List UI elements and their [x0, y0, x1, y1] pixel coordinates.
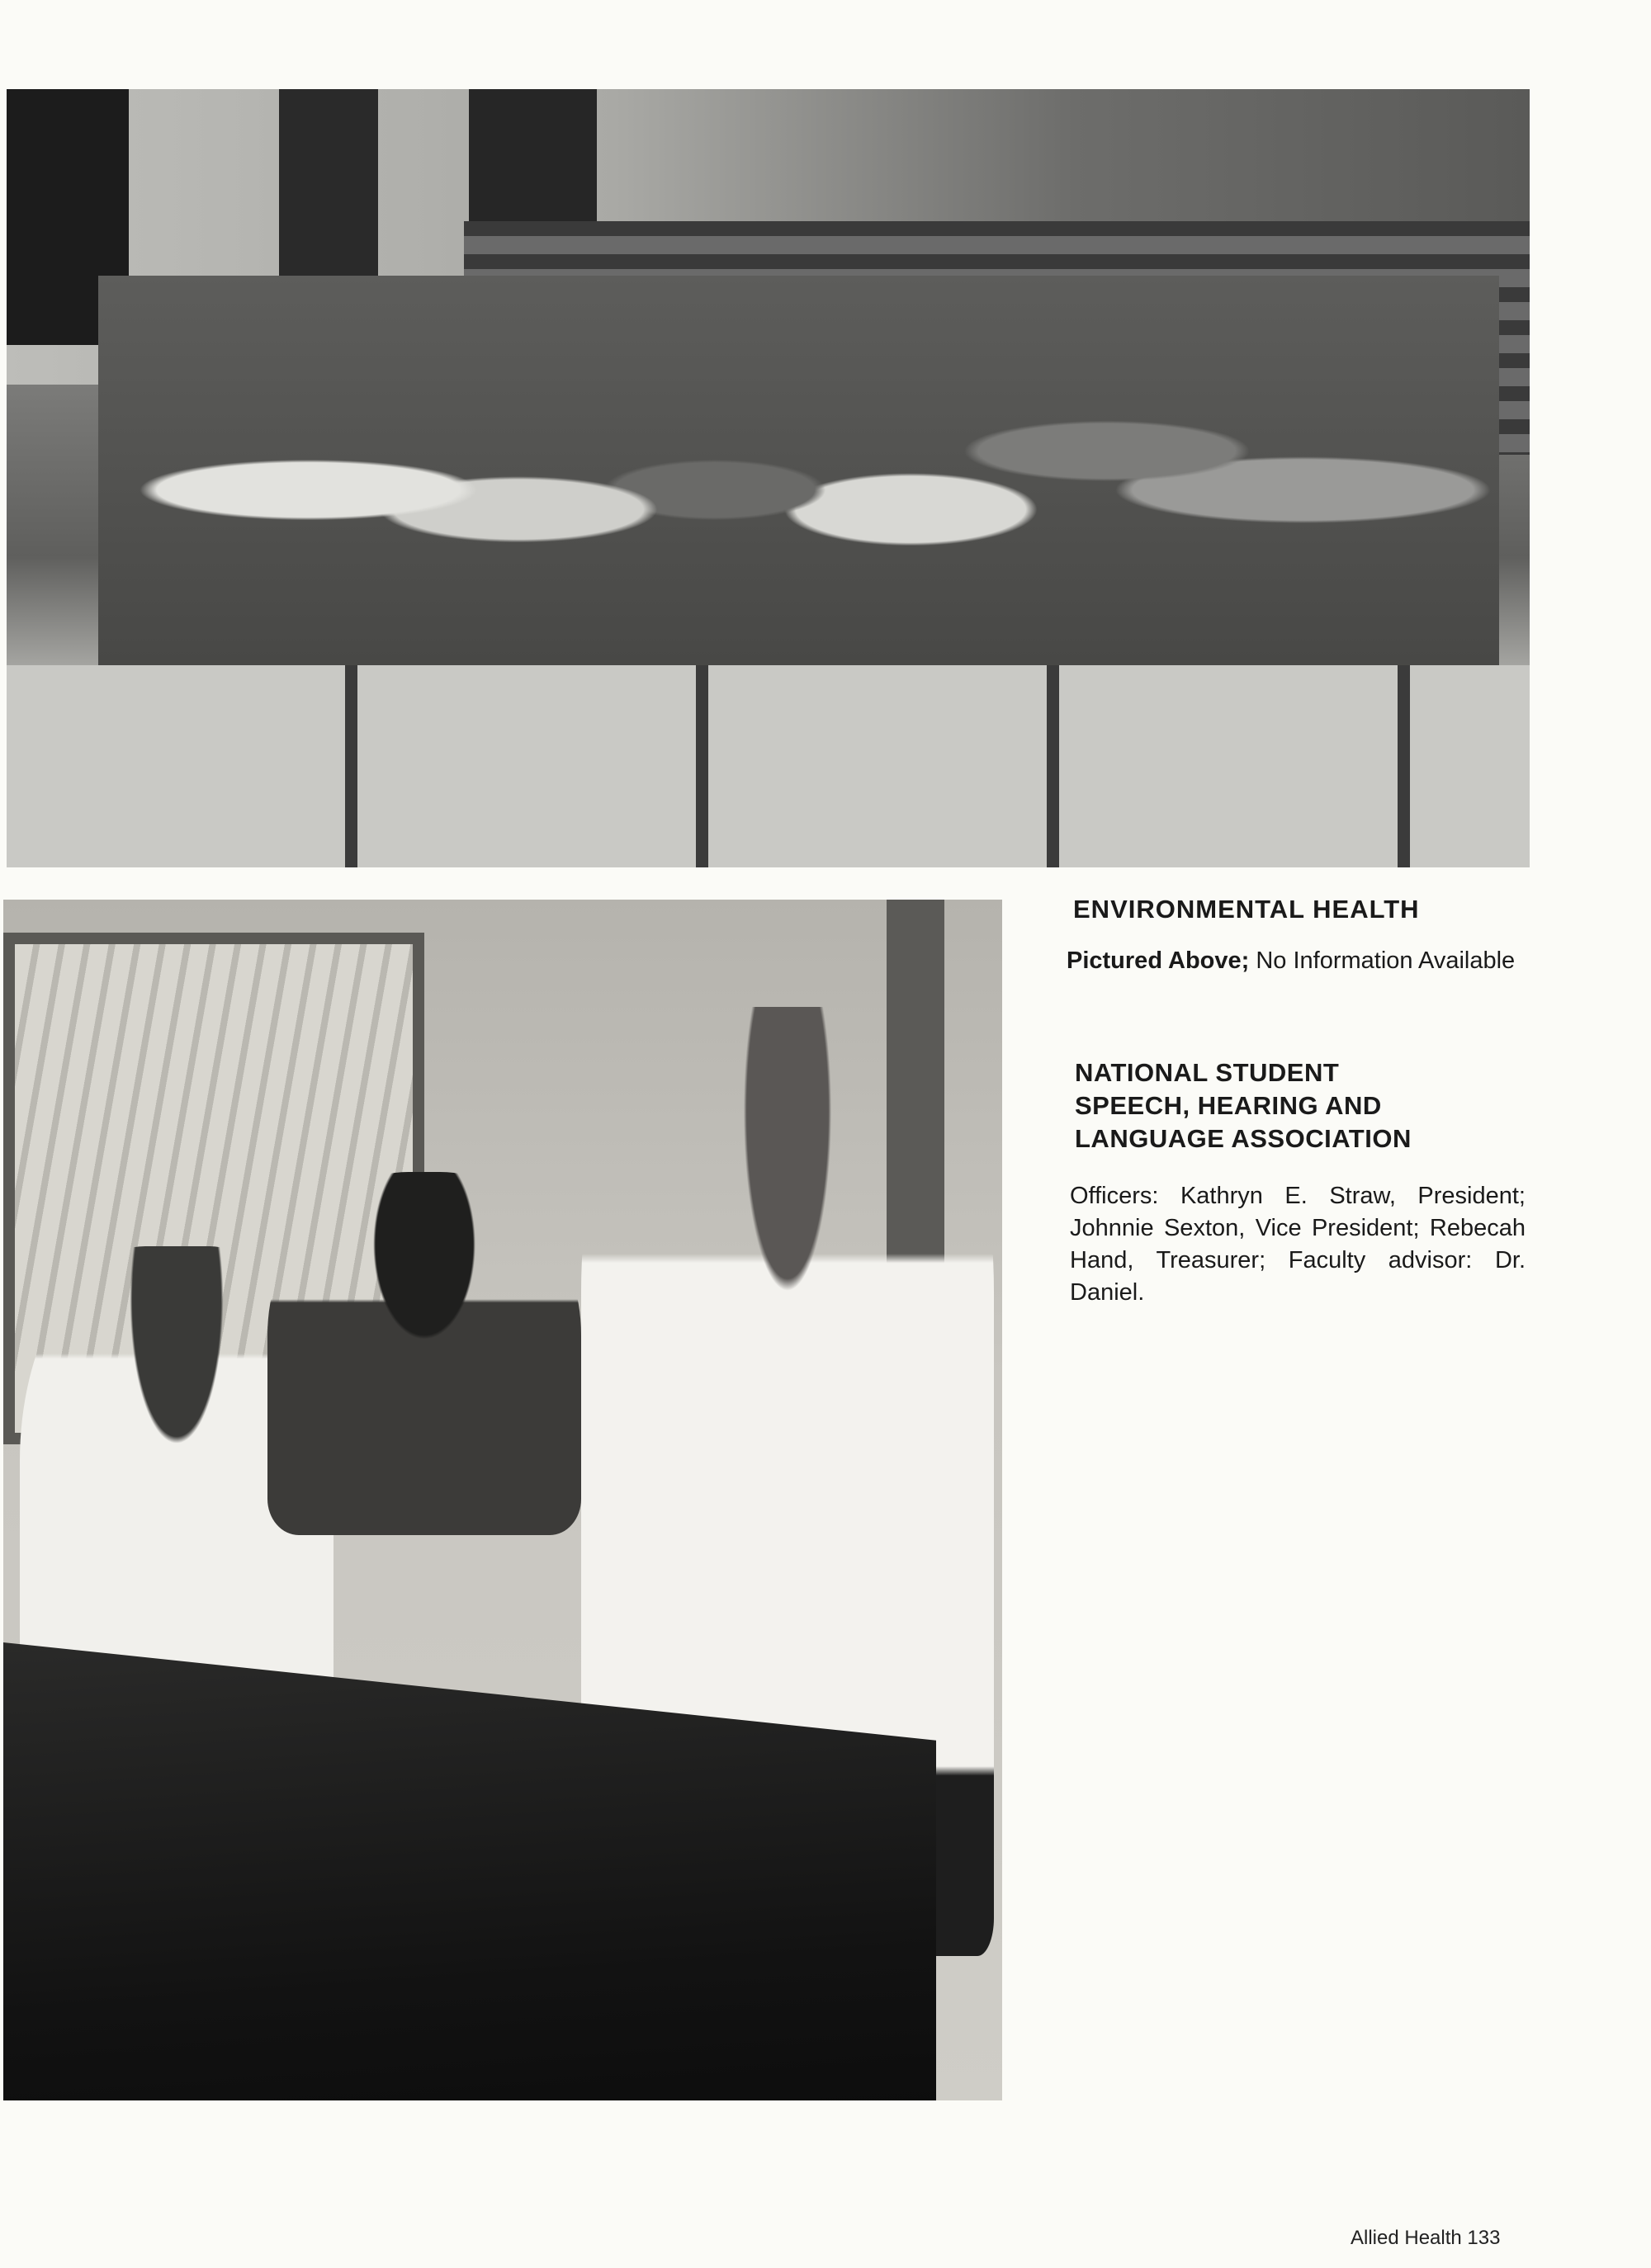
photo-man	[267, 1172, 581, 1535]
title-line: LANGUAGE ASSOCIATION	[1075, 1124, 1412, 1153]
photo-door	[279, 89, 378, 304]
hearing-test-photo	[3, 900, 1002, 2100]
page-footer: Allied Health 133	[1351, 2227, 1501, 2249]
photo-students	[98, 276, 1499, 665]
photo-front-seats	[7, 665, 1530, 867]
section-body-nsshla: Officers: Kathryn E. Straw, President; Johnnie Sexton, Vice President; Rebecah Hand, Treasurer; Faculty advisor: Dr. Daniel.	[1070, 1183, 1526, 1306]
title-line: NATIONAL STUDENT	[1075, 1058, 1340, 1087]
body-lead: Pictured Above;	[1067, 947, 1250, 974]
title-line: SPEECH, HEARING AND	[1075, 1091, 1382, 1120]
section-body-environmental-health	[1067, 945, 1529, 977]
body-rest: No Information Available	[1249, 947, 1516, 974]
group-photo	[7, 89, 1530, 867]
section-title-nsshla	[1075, 1056, 1537, 1155]
section-title-environmental-health: ENVIRONMENTAL HEALTH	[1073, 895, 1420, 924]
